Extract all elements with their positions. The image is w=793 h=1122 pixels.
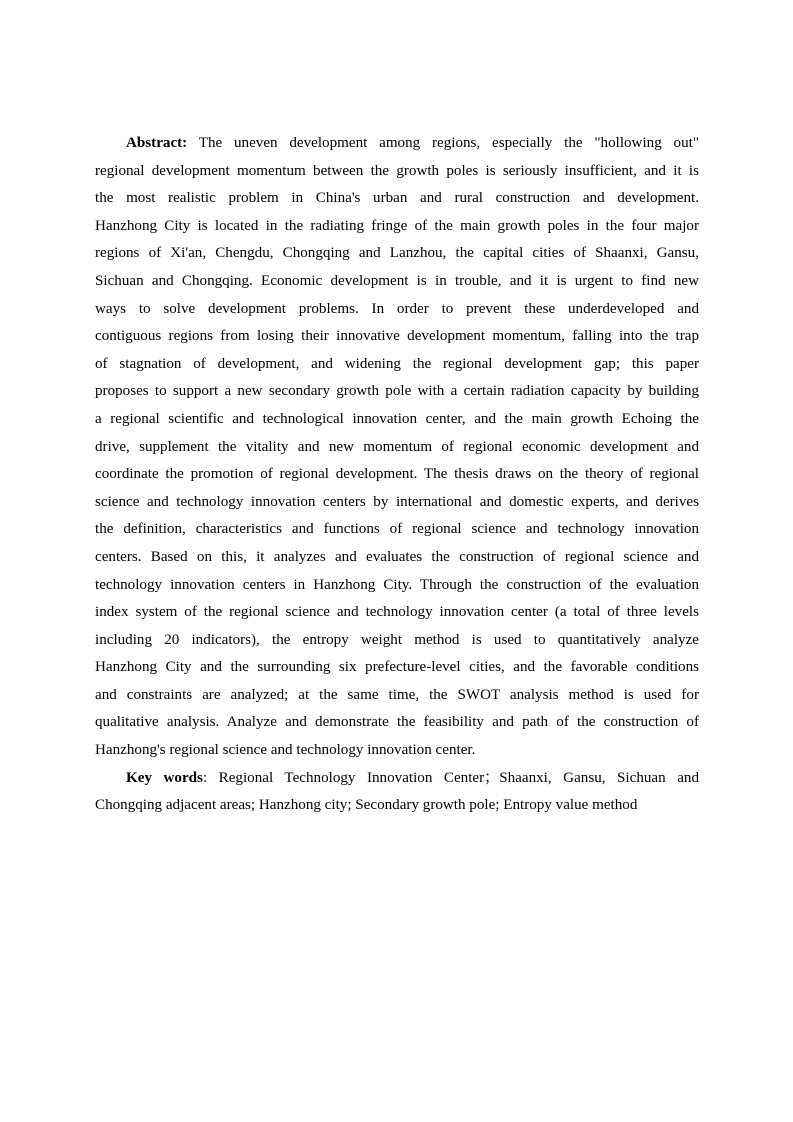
abstract-section [95,130,699,765]
abstract-line [95,130,699,158]
abstract-text: The uneven development among regions, especially the "hollowing out" [187,135,699,151]
abstract-line: coordinate the promotion of regional development. The thesis draws on the theory of regional [95,466,699,483]
abstract-line: Hanzhong City and the surrounding six prefecture-level cities, and the favorable conditions [95,659,699,676]
abstract-line: science and technology innovation centers by international and domestic experts, and derives [95,493,699,510]
keywords-label: Key words [126,769,203,786]
abstract-line: technology innovation centers in Hanzhong City. Through the construction of the evaluation [95,576,699,593]
keywords-section [95,765,699,820]
abstract-line: ways to solve development problems. In order to prevent these underdeveloped and [95,300,699,317]
abstract-line: including 20 indicators), the entropy weight method is used to quantitatively analyze [95,631,699,648]
abstract-page [95,130,699,820]
abstract-line: regions of Xi'an, Chengdu, Chongqing and Lanzhou, the capital cities of Shaanxi, Gansu, [95,245,699,262]
abstract-line: the definition, characteristics and functions of regional science and technology innovation [95,521,699,538]
abstract-line: proposes to support a new secondary growth pole with a certain radiation capacity by building [95,383,699,400]
abstract-line: the most realistic problem in China's urban and rural construction and development. [95,190,699,207]
abstract-line: Hanzhong City is located in the radiating fringe of the main growth poles in the four major [95,217,699,234]
abstract-line: of stagnation of development, and widening the regional development gap; this paper [95,355,699,372]
abstract-line: index system of the regional science and technology innovation center (a total of three levels [95,604,699,621]
abstract-line: qualitative analysis. Analyze and demonstrate the feasibility and path of the construction of [95,714,699,731]
keywords-line [95,765,699,793]
keywords-line: Chongqing adjacent areas; Hanzhong city; Secondary growth pole; Entropy value method [95,797,638,814]
abstract-line: a regional scientific and technological innovation center, and the main growth Echoing the [95,410,699,427]
abstract-line: Sichuan and Chongqing. Economic development is in trouble, and it is urgent to find new [95,272,699,289]
abstract-line: and constraints are analyzed; at the same time, the SWOT analysis method is used for [95,686,699,703]
abstract-line: centers. Based on this, it analyzes and evaluates the construction of regional science and [95,548,699,565]
keywords-text: : Regional Technology Innovation Center；Shaanxi, Gansu, Sichuan and [202,769,699,786]
abstract-line: drive, supplement the vitality and new momentum of regional economic development and [95,438,699,455]
abstract-line: Hanzhong's regional science and technology innovation center. [95,742,476,759]
abstract-line: regional development momentum between the growth poles is seriously insufficient, and it is [95,162,699,179]
abstract-line: contiguous regions from losing their innovative development momentum, falling into the trap [95,328,699,345]
abstract-label: Abstract: [126,135,188,151]
